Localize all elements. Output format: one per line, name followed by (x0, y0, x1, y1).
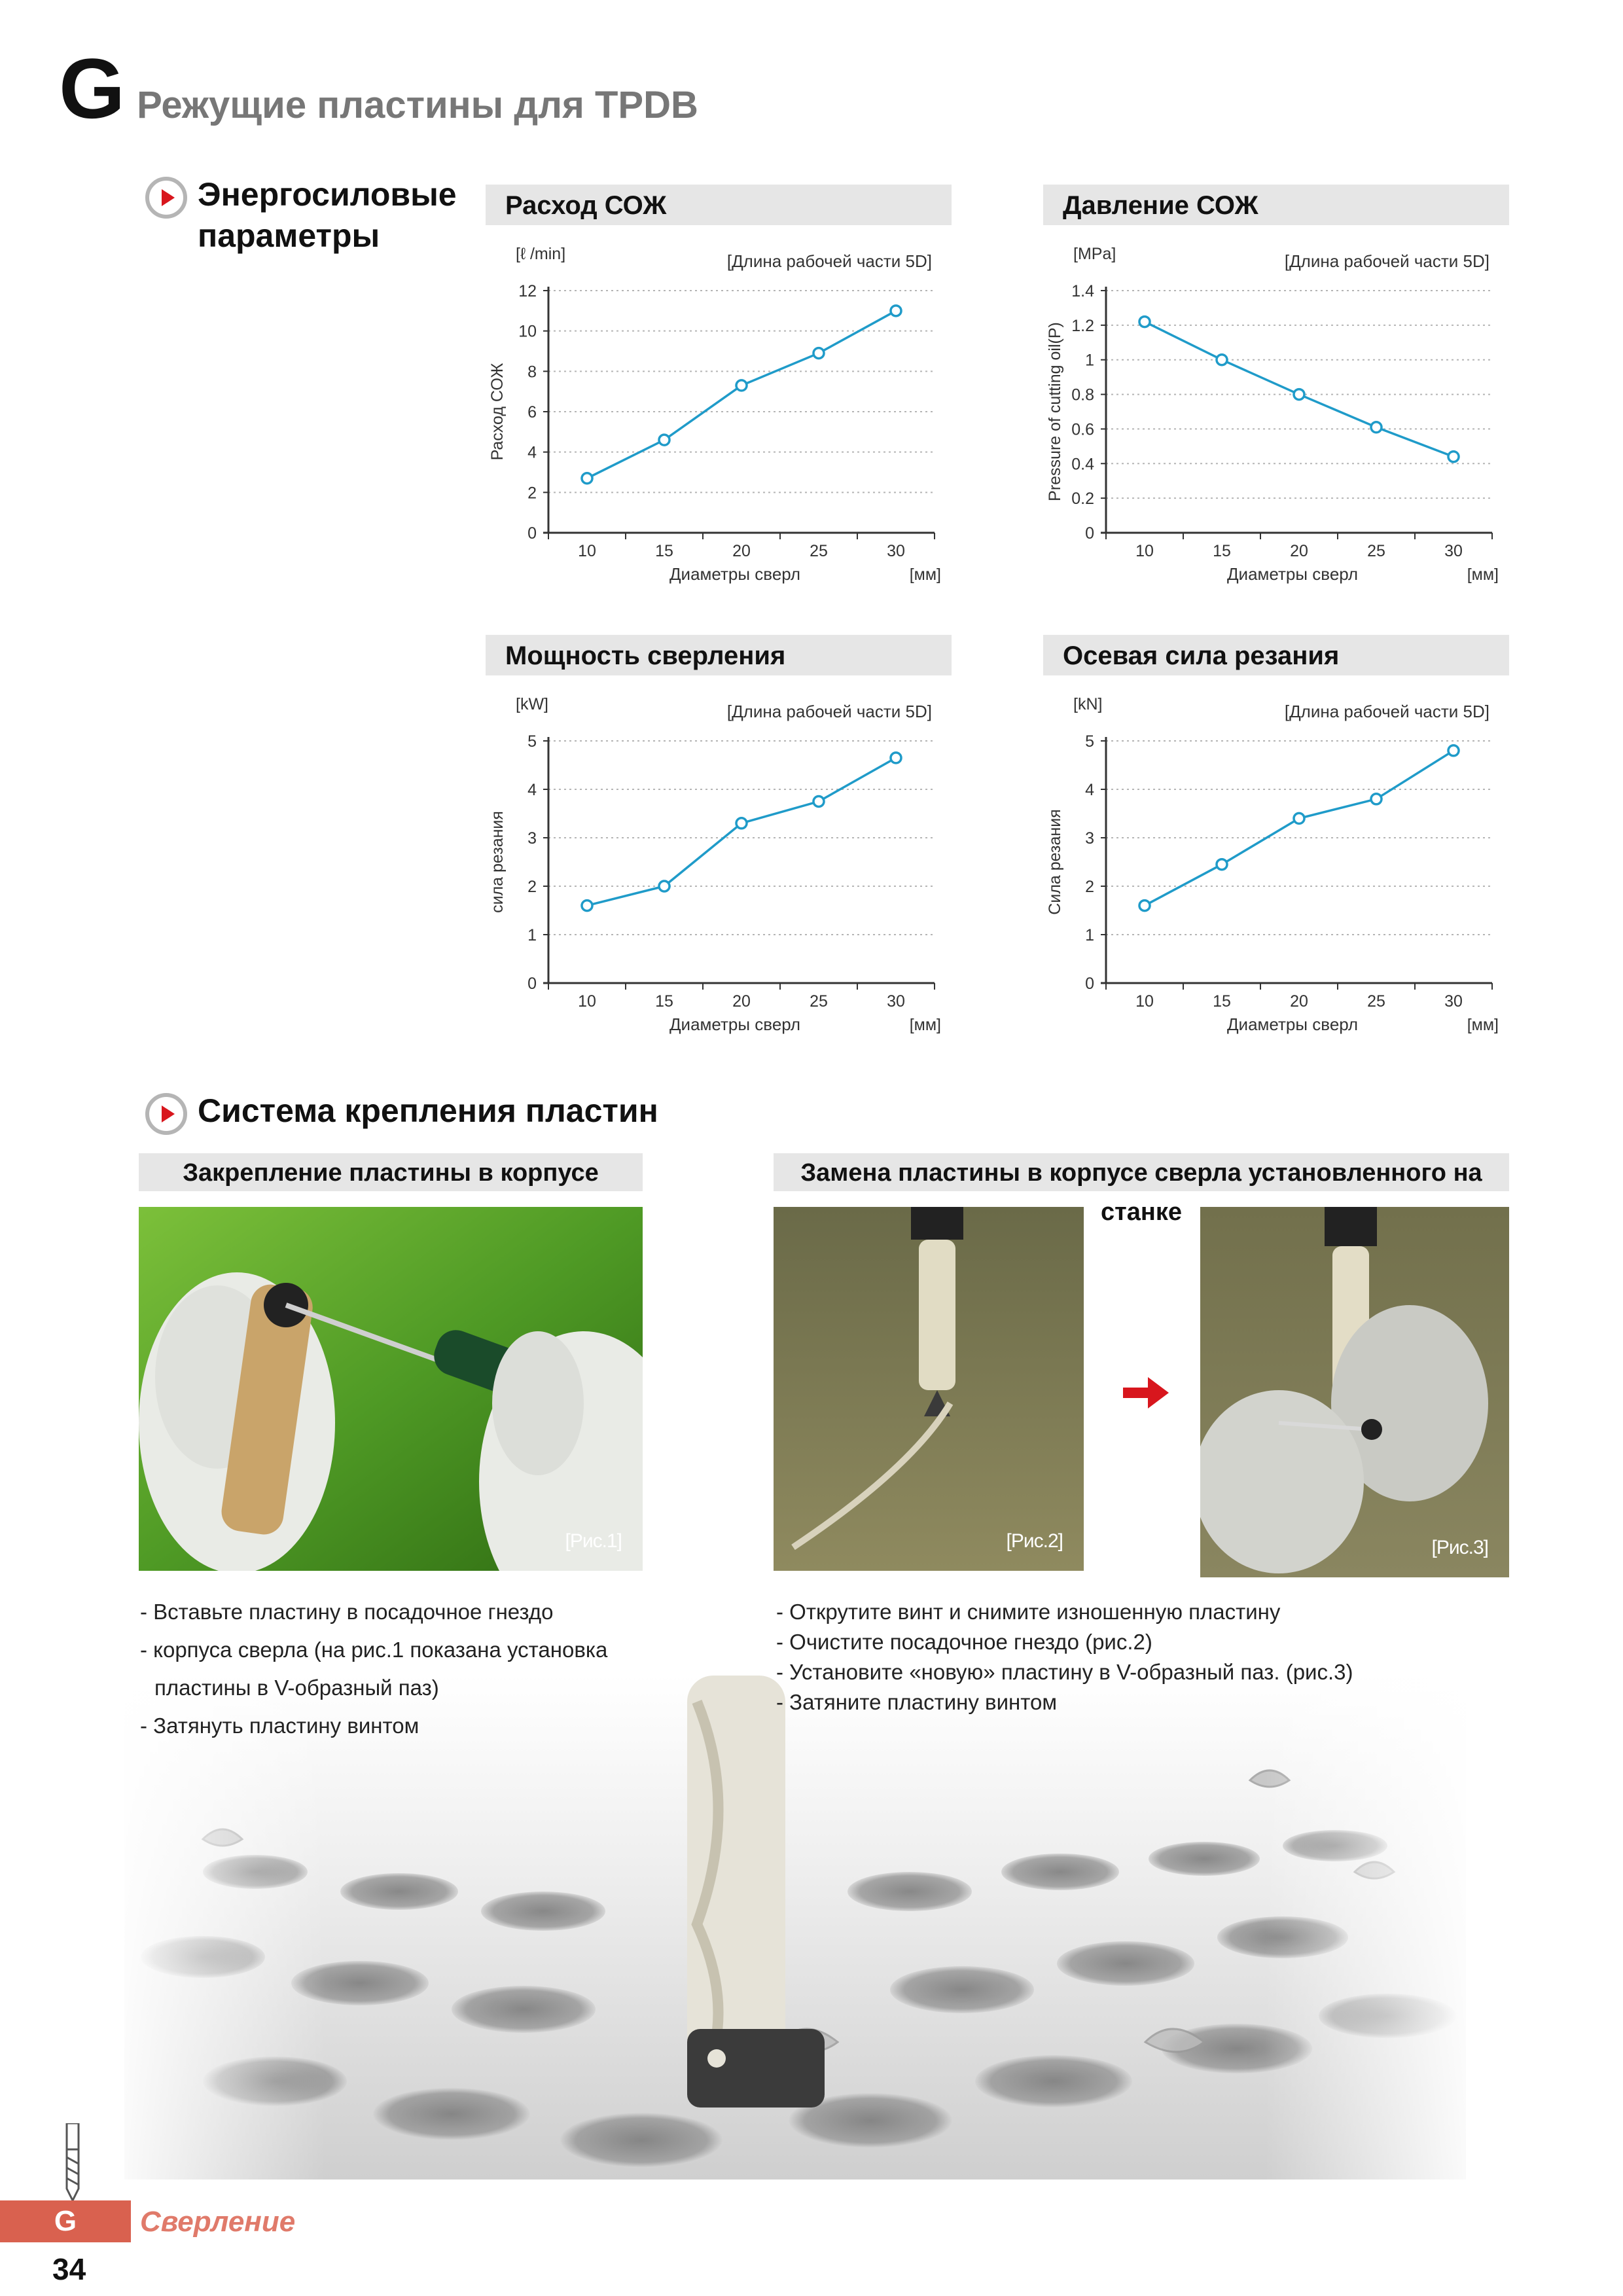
data-point (659, 435, 669, 445)
section-heading-power (145, 174, 457, 256)
chart-coolant-pressure (1043, 185, 1509, 611)
photo-fig1 (139, 1207, 643, 1571)
y-tick-label: 4 (527, 443, 537, 462)
x-unit-label: [мм] (909, 1016, 941, 1034)
data-point (1217, 355, 1227, 365)
chart-note: [Длина рабочей части 5D] (1284, 702, 1489, 721)
y-tick-label: 1 (1085, 926, 1094, 944)
x-tick-label: 20 (1290, 992, 1308, 1011)
y-tick-label: 0.6 (1071, 420, 1094, 439)
list-item: - корпуса сверла (на рис.1 показана установка (140, 1638, 608, 1662)
chart-svg (486, 225, 952, 611)
y-tick-label: 6 (527, 403, 537, 422)
page-header (59, 41, 698, 136)
x-unit-label: [мм] (1467, 1016, 1499, 1034)
chart-drilling-power (486, 635, 952, 1062)
section-title (198, 174, 457, 256)
x-tick-label: 15 (1213, 992, 1231, 1011)
section-title-line2: параметры (198, 217, 380, 254)
data-point (1448, 452, 1459, 462)
data-point (736, 818, 747, 829)
subsection-bar-left: Закрепление пластины в корпусе (139, 1153, 643, 1191)
chart-note: [Длина рабочей части 5D] (726, 702, 932, 721)
x-tick-label: 10 (578, 992, 596, 1011)
subsection-bar-right: Замена пластины в корпусе сверла установленного на станке (774, 1153, 1509, 1191)
data-point (813, 348, 824, 359)
data-point (813, 797, 824, 807)
section-title-line1: Энергосиловые (198, 176, 457, 213)
data-point (1294, 813, 1304, 823)
y-tick-label: 3 (527, 829, 537, 848)
x-tick-label: 30 (887, 992, 905, 1011)
figure-caption: [Рис.1] (565, 1530, 622, 1552)
y-tick-label: 8 (527, 363, 537, 382)
x-tick-label: 25 (810, 992, 828, 1011)
chart-coolant-flow (486, 185, 952, 611)
y-tick-label: 0.4 (1071, 455, 1094, 474)
list-item: - Вставьте пластину в посадочное гнездо (140, 1600, 554, 1624)
y-axis-label: Pressure of cutting oil(P) (1046, 322, 1064, 501)
photo-fig3-image (1200, 1207, 1509, 1577)
x-unit-label: [мм] (1467, 565, 1499, 584)
bullet-list-left (140, 1593, 607, 1745)
data-point (891, 753, 901, 763)
data-point (1294, 389, 1304, 400)
y-tick-label: 2 (527, 484, 537, 503)
data-point (1448, 745, 1459, 756)
series-line (587, 758, 896, 906)
data-point (1371, 422, 1382, 433)
page-title: Режущие пластины для TPDB (137, 84, 698, 126)
y-tick-label: 0 (1085, 975, 1094, 993)
data-point (582, 901, 592, 911)
data-point (1371, 794, 1382, 804)
y-tick-label: 10 (518, 322, 537, 341)
list-item: - Затянуть пластину винтом (140, 1713, 419, 1738)
y-tick-label: 0.8 (1071, 386, 1094, 404)
y-tick-label: 5 (1085, 732, 1094, 751)
y-tick-label: 5 (527, 732, 537, 751)
footer-section-name: Сверление (140, 2206, 296, 2238)
series-line (1145, 751, 1454, 906)
x-axis-label: Диаметры сверл (1226, 1014, 1359, 1034)
x-tick-label: 15 (655, 542, 673, 560)
data-point (659, 881, 669, 891)
series-line (587, 311, 896, 478)
y-axis-label: Сила резания (1046, 809, 1064, 915)
y-tick-label: 2 (1085, 878, 1094, 896)
y-tick-label: 3 (1085, 829, 1094, 848)
x-tick-label: 25 (1367, 542, 1385, 560)
x-tick-label: 25 (810, 542, 828, 560)
y-tick-label: 12 (518, 282, 537, 300)
y-tick-label: 1.4 (1071, 282, 1094, 300)
y-tick-label: 0 (527, 524, 537, 543)
y-axis-label: сила резания (488, 811, 507, 913)
list-item: пластины в V-образный паз) (154, 1676, 439, 1700)
y-tick-label: 2 (527, 878, 537, 896)
data-point (582, 473, 592, 484)
y-unit-label: [kW] (516, 695, 548, 713)
chart-title: Мощность сверления (486, 635, 952, 675)
x-tick-label: 25 (1367, 992, 1385, 1011)
background-drill-photo (124, 1676, 1466, 2179)
x-tick-label: 20 (1290, 542, 1308, 560)
play-icon (145, 177, 187, 219)
drill-icon (63, 2123, 82, 2200)
x-tick-label: 30 (1444, 992, 1463, 1011)
x-tick-label: 15 (655, 992, 673, 1011)
y-tick-label: 4 (527, 781, 537, 799)
y-tick-label: 1.2 (1071, 316, 1094, 335)
footer-section-tab: G (0, 2200, 131, 2242)
chart-svg (1043, 225, 1509, 611)
y-unit-label: [kN] (1073, 695, 1103, 713)
list-item: - Затяните пластину винтом (776, 1690, 1058, 1714)
section-title: Система крепления пластин (198, 1092, 658, 1129)
y-axis-label: Расход СОЖ (488, 363, 507, 461)
chart-title: Осевая сила резания (1043, 635, 1509, 675)
x-tick-label: 30 (1444, 542, 1463, 560)
y-tick-label: 1 (1085, 351, 1094, 370)
arrow-right-icon (1123, 1374, 1169, 1411)
y-tick-label: 0.2 (1071, 490, 1094, 509)
photo-fig2 (774, 1207, 1084, 1571)
play-icon (145, 1093, 187, 1135)
chart-title: Расход СОЖ (486, 185, 952, 225)
figure-caption: [Рис.2] (1006, 1530, 1063, 1552)
chart-svg (486, 675, 952, 1062)
photo-fig1-image (139, 1207, 643, 1571)
chart-svg (1043, 675, 1509, 1062)
chart-title: Давление СОЖ (1043, 185, 1509, 225)
x-tick-label: 10 (1135, 542, 1154, 560)
list-item: - Очистите посадочное гнездо (рис.2) (776, 1630, 1152, 1654)
x-unit-label: [мм] (909, 565, 941, 584)
section-heading-clamping (145, 1090, 658, 1135)
data-point (1139, 317, 1150, 327)
data-point (1217, 859, 1227, 870)
section-letter: G (59, 41, 123, 136)
x-tick-label: 20 (732, 992, 751, 1011)
y-unit-label: [ℓ /min] (516, 245, 566, 263)
y-tick-label: 4 (1085, 781, 1094, 799)
data-point (1139, 901, 1150, 911)
bullet-list-right (776, 1597, 1353, 1717)
x-axis-label: Диаметры сверл (669, 1014, 801, 1034)
photo-fig2-image (774, 1207, 1084, 1571)
page-number: 34 (52, 2252, 86, 2286)
data-point (891, 306, 901, 316)
x-axis-label: Диаметры сверл (1226, 564, 1359, 584)
y-unit-label: [MPa] (1073, 245, 1116, 263)
y-tick-label: 0 (527, 975, 537, 993)
x-tick-label: 20 (732, 542, 751, 560)
list-item: - Установите «новую» пластину в V-образный паз. (рис.3) (776, 1660, 1353, 1684)
x-tick-label: 10 (1135, 992, 1154, 1011)
y-tick-label: 0 (1085, 524, 1094, 543)
chart-note: [Длина рабочей части 5D] (1284, 251, 1489, 271)
x-tick-label: 30 (887, 542, 905, 560)
chart-note: [Длина рабочей части 5D] (726, 251, 932, 271)
list-item: - Открутите винт и снимите изношенную пластину (776, 1600, 1281, 1624)
chart-axial-force (1043, 635, 1509, 1062)
figure-caption: [Рис.3] (1431, 1537, 1488, 1558)
x-tick-label: 10 (578, 542, 596, 560)
data-point (736, 380, 747, 391)
background-drill-image (124, 1676, 1466, 2179)
x-axis-label: Диаметры сверл (669, 564, 801, 584)
photo-fig3 (1200, 1207, 1509, 1577)
x-tick-label: 15 (1213, 542, 1231, 560)
y-tick-label: 1 (527, 926, 537, 944)
